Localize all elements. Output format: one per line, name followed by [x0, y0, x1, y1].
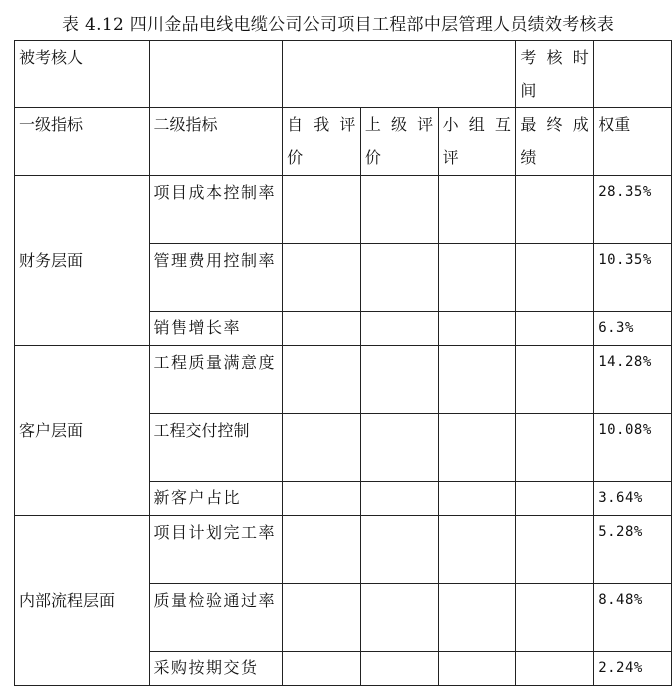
- score-cell[interactable]: [283, 652, 361, 686]
- section-label: 客户层面: [15, 346, 150, 516]
- score-cell[interactable]: [438, 584, 516, 652]
- score-cell[interactable]: [516, 414, 594, 482]
- score-cell[interactable]: [283, 414, 361, 482]
- score-cell[interactable]: [283, 516, 361, 584]
- score-cell[interactable]: [438, 244, 516, 312]
- score-cell[interactable]: [360, 244, 438, 312]
- section-label: 财务层面: [15, 176, 150, 346]
- score-cell[interactable]: [516, 516, 594, 584]
- score-cell[interactable]: [438, 346, 516, 414]
- header-row-assessee: [15, 41, 672, 108]
- score-cell[interactable]: [516, 244, 594, 312]
- indicator-label: 工程交付控制: [149, 414, 283, 482]
- weight-value: 14.28%: [594, 346, 672, 414]
- weight-header: 权重: [594, 108, 672, 176]
- assessee-label: 被考核人: [15, 41, 150, 108]
- weight-value: 5.28%: [594, 516, 672, 584]
- weight-value: 3.64%: [594, 482, 672, 516]
- assessee-blank-cell[interactable]: [283, 41, 516, 108]
- score-cell[interactable]: [438, 176, 516, 244]
- table-title: 表 4.12 四川金品电线电缆公司公司项目工程部中层管理人员绩效考核表: [62, 15, 615, 35]
- score-cell[interactable]: [360, 482, 438, 516]
- score-cell[interactable]: [516, 482, 594, 516]
- level2-header: 二级指标: [149, 108, 283, 176]
- weight-value: 6.3%: [594, 312, 672, 346]
- indicator-label: 项目成本控制率: [149, 176, 283, 244]
- final-score-header: 最 终 成 绩: [516, 108, 594, 176]
- self-eval-header: 自 我 评 价: [283, 108, 361, 176]
- score-cell[interactable]: [283, 584, 361, 652]
- score-cell[interactable]: [283, 312, 361, 346]
- score-cell[interactable]: [360, 516, 438, 584]
- group-eval-header: 小 组 互 评: [438, 108, 516, 176]
- weight-value: 2.24%: [594, 652, 672, 686]
- assess-time-label: 考 核 时 间: [516, 41, 594, 108]
- score-cell[interactable]: [438, 652, 516, 686]
- indicator-label: 工程质量满意度: [149, 346, 283, 414]
- level1-header: 一级指标: [15, 108, 150, 176]
- indicator-label: 管理费用控制率: [149, 244, 283, 312]
- performance-table: [14, 40, 672, 686]
- header-row-columns: [15, 108, 672, 176]
- weight-value: 8.48%: [594, 584, 672, 652]
- score-cell[interactable]: [438, 414, 516, 482]
- score-cell[interactable]: [438, 312, 516, 346]
- weight-value: 10.35%: [594, 244, 672, 312]
- score-cell[interactable]: [283, 244, 361, 312]
- score-cell[interactable]: [360, 346, 438, 414]
- score-cell[interactable]: [283, 482, 361, 516]
- score-cell[interactable]: [283, 176, 361, 244]
- indicator-label: 项目计划完工率: [149, 516, 283, 584]
- table-row: [15, 516, 672, 584]
- score-cell[interactable]: [360, 584, 438, 652]
- indicator-label: 新客户占比: [149, 482, 283, 516]
- score-cell[interactable]: [360, 652, 438, 686]
- score-cell[interactable]: [360, 176, 438, 244]
- indicator-label: 质量检验通过率: [149, 584, 283, 652]
- indicator-label: 销售增长率: [149, 312, 283, 346]
- score-cell[interactable]: [516, 176, 594, 244]
- score-cell[interactable]: [360, 312, 438, 346]
- score-cell[interactable]: [283, 346, 361, 414]
- score-cell[interactable]: [516, 312, 594, 346]
- assess-time-value-cell[interactable]: [594, 41, 672, 108]
- score-cell[interactable]: [438, 482, 516, 516]
- assessee-value-cell[interactable]: [149, 41, 283, 108]
- table-row: [15, 176, 672, 244]
- score-cell[interactable]: [438, 516, 516, 584]
- score-cell[interactable]: [516, 652, 594, 686]
- table-row: [15, 346, 672, 414]
- superior-eval-header: 上 级 评 价: [360, 108, 438, 176]
- score-cell[interactable]: [360, 414, 438, 482]
- weight-value: 10.08%: [594, 414, 672, 482]
- score-cell[interactable]: [516, 584, 594, 652]
- section-label: 内部流程层面: [15, 516, 150, 686]
- indicator-label: 采购按期交货: [149, 652, 283, 686]
- weight-value: 28.35%: [594, 176, 672, 244]
- score-cell[interactable]: [516, 346, 594, 414]
